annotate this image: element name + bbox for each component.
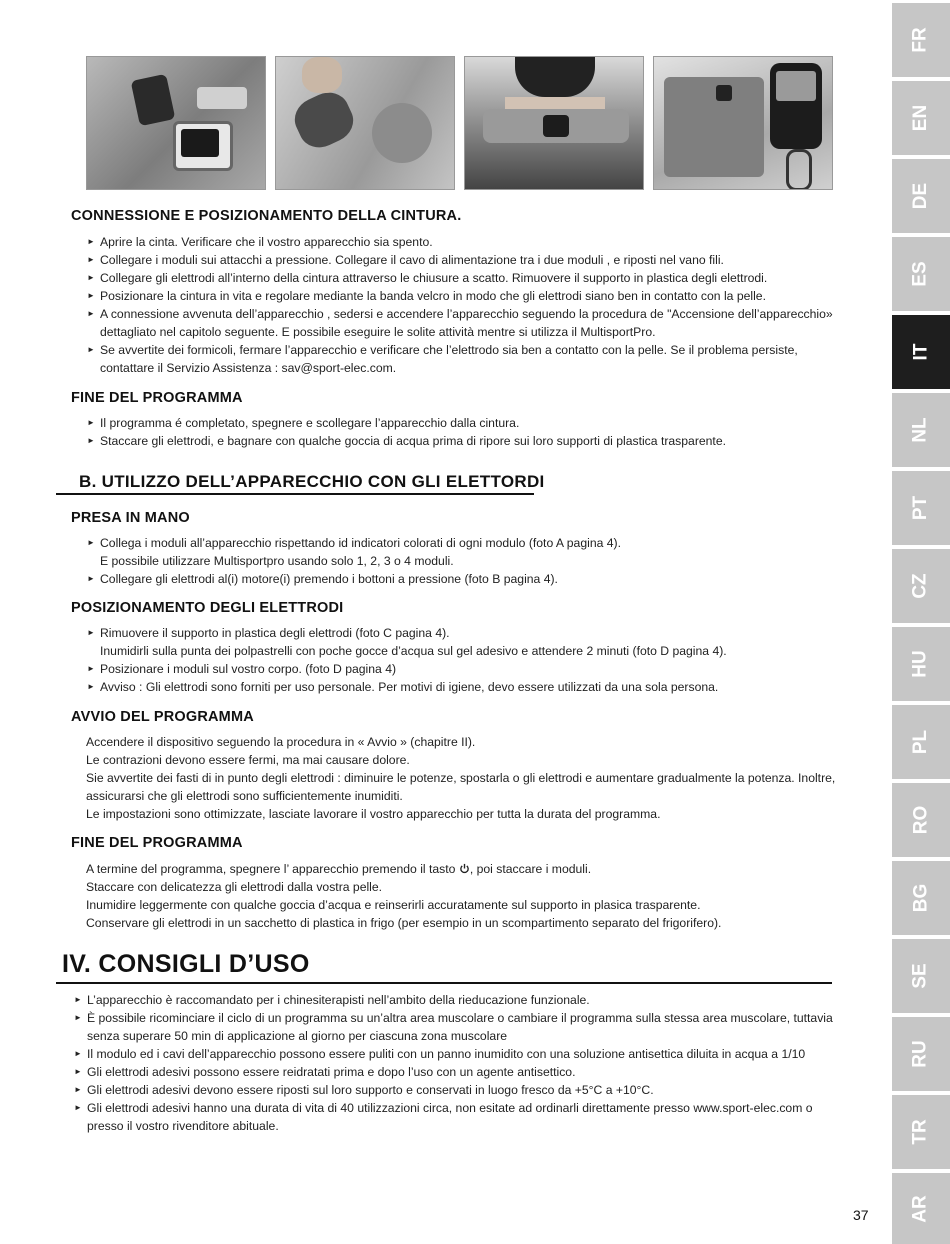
tab-pt[interactable]	[892, 471, 950, 545]
handling-list	[87, 534, 837, 588]
list-item-text: Collega i moduli all’apparecchio rispettando id indicatori colorati di ogni modulo (foto A pagina 4).	[100, 536, 621, 550]
list-item: ► Staccare gli elettrodi, e bagnare con qualche goccia di acqua prima di ripore sui loro supporti di plastica trasparente.	[87, 432, 837, 450]
tab-es[interactable]	[892, 237, 950, 311]
page-number: 37	[853, 1207, 869, 1223]
tab-label: CZ	[909, 573, 931, 599]
chapter-underline	[56, 493, 534, 495]
list-item-continuation: E possibile utilizzare Multisportpro usando solo 1, 2, 3 o 4 moduli.	[100, 554, 454, 568]
paragraph-line: Le contrazioni devono essere fermi, ma mai causare dolore.	[86, 753, 410, 767]
list-item: ► Gli elettrodi adesivi possono essere reidratati prima e dopo l’uso con un agente antisettico.	[74, 1063, 844, 1081]
tab-ar[interactable]	[892, 1173, 950, 1244]
tab-de[interactable]	[892, 159, 950, 233]
paragraph-line: Le impostazioni sono ottimizzate, lasciate lavorare il vostro apparecchio per tutta la durata del programma.	[86, 807, 661, 821]
chapter-heading-iv: IV. CONSIGLI D’USO	[62, 950, 310, 978]
tab-label: PT	[910, 495, 931, 521]
tab-label: IT	[909, 343, 931, 361]
section-heading-handling: PRESA IN MANO	[71, 510, 190, 526]
chapter-underline	[56, 982, 832, 984]
list-item: ► Aprire la cinta. Verificare che il vostro apparecchio sia spento.	[87, 233, 837, 251]
belt-connection-list	[87, 233, 837, 377]
list-item: ► Posizionare la cintura in vita e regolare mediante la banda velcro in modo che gli elettrodi siano ben in contatto con la pelle.	[87, 287, 837, 305]
photo-electrodes	[275, 56, 455, 190]
section-heading-program-end: FINE DEL PROGRAMMA	[71, 390, 243, 406]
chapter-heading-b: B. UTILIZZO DELL’APPARECCHIO CON GLI ELETTORDI	[79, 472, 545, 491]
list-item: ► Posizionare i moduli sul vostro corpo. (foto D pagina 4)	[87, 660, 837, 678]
paragraph-line-part: A termine del programma, spegnere l’ apparecchio premendo il tasto	[86, 862, 456, 876]
tab-label: BG	[910, 883, 931, 913]
paragraph-line-part: , poi staccare i moduli.	[469, 862, 592, 876]
list-item: ► Il programma é completato, spegnere e scollegare l’apparecchio dalla cintura.	[87, 414, 837, 432]
program-end-text	[86, 860, 836, 932]
tab-label: RO	[910, 805, 931, 835]
tab-cz[interactable]	[892, 549, 950, 623]
list-item	[87, 624, 837, 660]
section-heading-belt-connection: CONNESSIONE E POSIZIONAMENTO DELLA CINTURA.	[71, 208, 462, 224]
tab-it[interactable]	[892, 315, 950, 389]
paragraph-line: Inumidire leggermente con qualche goccia d’acqua e reinserirli accuratamente sul supporto in plasica trasparente.	[86, 898, 701, 912]
paragraph-line: Sie avvertite dei fasti di in punto degli elettrodi : diminuire le potenze, spostarla o gli elettrodi e aumentare gradualmente la potenza. Inoltre, assicurarsi che gli elettrodi sono sufficientemente inumiditi.	[86, 771, 836, 803]
tab-label: FR	[909, 27, 931, 53]
tab-nl[interactable]	[892, 393, 950, 467]
paragraph-line: Conservare gli elettrodi in un sacchetto di plastica in frigo (per esempio in un scompartimento separato del frigorifero).	[86, 916, 722, 930]
tab-fr[interactable]	[892, 3, 950, 77]
tab-label: PL	[910, 729, 931, 755]
usage-tips-list	[74, 991, 844, 1135]
tab-ro[interactable]	[892, 783, 950, 857]
list-item: ► Gli elettrodi adesivi devono essere riposti sul loro supporto e conservati in luogo fresco da +5°C a +10°C.	[74, 1081, 844, 1099]
paragraph-line	[86, 860, 836, 878]
tab-label: AR	[909, 1194, 931, 1223]
tab-label: DE	[910, 182, 931, 210]
program-end-list	[87, 414, 837, 450]
program-start-text	[86, 733, 836, 823]
section-heading-program-end-2: FINE DEL PROGRAMMA	[71, 835, 243, 851]
list-item: ► A connessione avvenuta dell’apparecchio , sedersi e accendere l’apparecchio seguendo la procedura de "Accensione dell’apparecchio» dettagliato nel capitolo seguente. E possibile eseguire le solite attività mentre si utilizza il MultisportPro.	[87, 305, 837, 341]
tab-label: RU	[909, 1040, 931, 1068]
tab-bg[interactable]	[892, 861, 950, 935]
list-item: ► L’apparecchio è raccomandato per i chinesiterapisti nell’ambito della rieducazione funzionale.	[74, 991, 844, 1009]
photo-strip	[86, 56, 832, 188]
photo-belt-worn	[464, 56, 644, 190]
tab-label: TR	[909, 1119, 931, 1145]
tab-label: EN	[910, 104, 931, 132]
list-item: ► Gli elettrodi adesivi hanno una durata di vita di 40 utilizzazioni circa, non esitate ad ordinarli direttamente presso www.sport-elec.com o presso il vostro rivenditore abituale.	[74, 1099, 844, 1135]
tab-ru[interactable]	[892, 1017, 950, 1091]
paragraph-line: Accendere il dispositivo seguendo la procedura in « Avvio » (chapitre II).	[86, 735, 476, 749]
tab-label: SE	[909, 963, 931, 989]
tab-label: NL	[909, 417, 931, 443]
list-item	[87, 534, 837, 570]
section-heading-electrode-positioning: POSIZIONAMENTO DEGLI ELETTRODI	[71, 600, 344, 616]
tab-en[interactable]	[892, 81, 950, 155]
list-item-text: Rimuovere il supporto in plastica degli elettrodi (foto C pagina 4).	[100, 626, 450, 640]
tab-tr[interactable]	[892, 1095, 950, 1169]
list-item-continuation: Inumidirli sulla punta dei polpastrelli con poche gocce d’acqua sul gel adesivo e attendere 2 minuti (foto D pagina 4).	[100, 644, 727, 658]
list-item: ► È possibile ricominciare il ciclo di un programma su un’altra area muscolare o cambiare il programma sulla stessa area muscolare, tuttavia senza superare 50 min di applicazione al giorno per ciascuna zona muscolare	[74, 1009, 844, 1045]
photo-remote-control	[653, 56, 833, 190]
tab-pl[interactable]	[892, 705, 950, 779]
tab-label: HU	[909, 650, 931, 678]
electrode-positioning-list	[87, 624, 837, 696]
tab-hu[interactable]	[892, 627, 950, 701]
tab-label: ES	[909, 261, 931, 287]
list-item: ► Collegare gli elettrodi al(i) motore(i) premendo i bottoni a pressione (foto B pagina 4).	[87, 570, 837, 588]
photo-belt-modules	[86, 56, 266, 190]
power-icon	[459, 863, 470, 874]
tab-se[interactable]	[892, 939, 950, 1013]
list-item: ► Collegare gli elettrodi all’interno della cintura attraverso le chiusure a scatto. Rimuovere il supporto in plastica degli elettrodi.	[87, 269, 837, 287]
list-item: ► Collegare i moduli sui attacchi a pressione. Collegare il cavo di alimentazione tra i due moduli , e riposti nel vano fili.	[87, 251, 837, 269]
list-item: ► Il modulo ed i cavi dell’apparecchio possono essere puliti con un panno inumidito con una soluzione antisettica diluita in acqua a 1/10	[74, 1045, 844, 1063]
list-item: ► Se avvertite dei formicoli, fermare l’apparecchio e verificare che l’elettrodo sia ben a contatto con la pelle. Se il problema persiste, contattare il Servizio Assistenza : sav@sport-elec.com.	[87, 341, 837, 377]
paragraph-line: Staccare con delicatezza gli elettrodi dalla vostra pelle.	[86, 880, 383, 894]
list-item: ► Avviso : Gli elettrodi sono forniti per uso personale. Per motivi di igiene, devo essere utilizzati da una sola persona.	[87, 678, 837, 696]
section-heading-program-start: AVVIO DEL PROGRAMMA	[71, 709, 254, 725]
